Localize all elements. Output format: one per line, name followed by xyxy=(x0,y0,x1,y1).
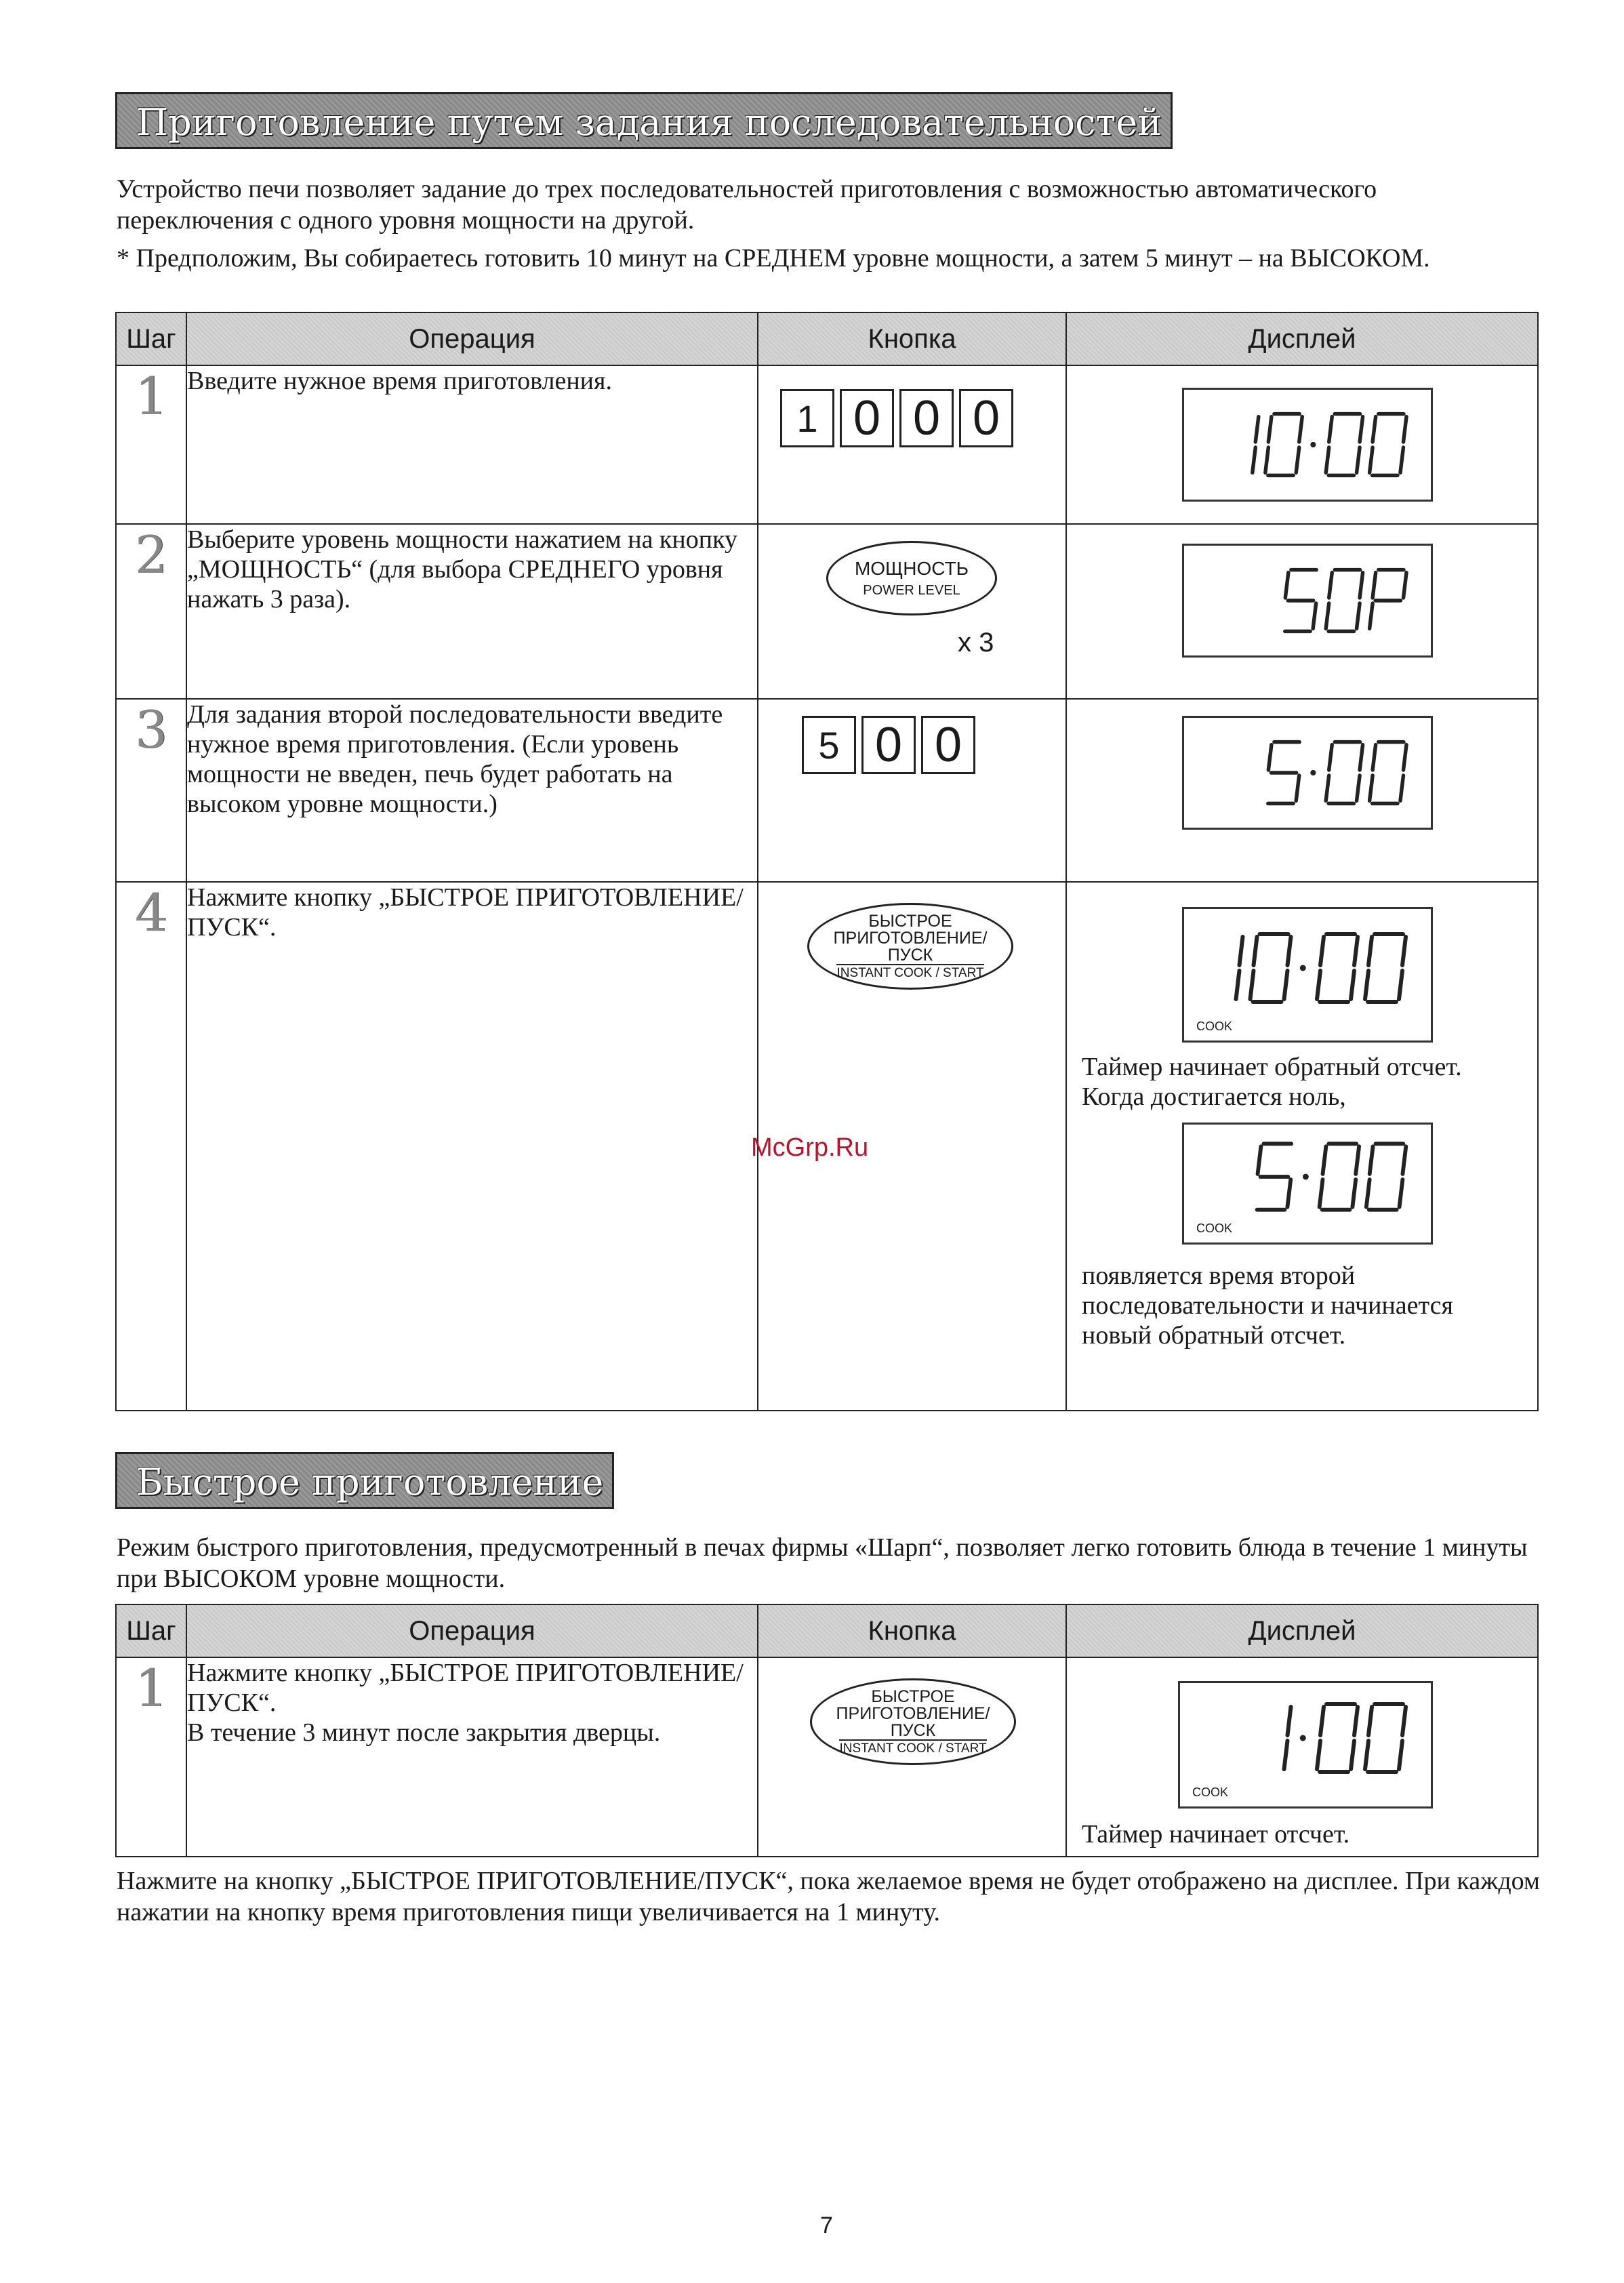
watermark: McGrp.Ru xyxy=(751,1133,869,1162)
lcd-segment xyxy=(1370,1146,1373,1174)
instant-cook-start-button[interactable] xyxy=(810,1678,1016,1765)
step-number: 3 xyxy=(116,699,186,882)
lcd-segment xyxy=(1254,937,1257,965)
lcd-display xyxy=(1182,1123,1433,1245)
lcd-segment xyxy=(1253,447,1256,472)
header-step: Шаг xyxy=(116,312,186,365)
lcd-segment xyxy=(1326,447,1329,472)
lcd-segment xyxy=(1326,775,1329,801)
step-number: 2 xyxy=(116,524,186,699)
lcd-segment xyxy=(1403,573,1406,598)
lcd-segment xyxy=(1366,1179,1370,1207)
display-cell xyxy=(1066,882,1538,1411)
lcd-segment xyxy=(1265,447,1269,472)
lcd-segment xyxy=(1329,417,1333,442)
lcd-segment xyxy=(1403,417,1406,442)
digit-key[interactable]: 0 xyxy=(959,389,1013,447)
lcd-segment xyxy=(1313,603,1316,628)
header-step: Шаг xyxy=(116,1604,186,1657)
digit-key[interactable]: 5 xyxy=(802,716,856,774)
header-display: Дисплей xyxy=(1066,312,1538,365)
table-row xyxy=(116,524,1538,699)
lcd-segment xyxy=(1400,775,1404,801)
lcd-segment xyxy=(1351,1741,1354,1769)
button-cell xyxy=(758,365,1066,524)
power-level-label: МОЩНОСТЬ xyxy=(854,558,969,579)
lcd-display xyxy=(1182,716,1433,830)
lcd-segment xyxy=(1268,417,1272,442)
cook-indicator: COOK xyxy=(1196,1019,1233,1033)
lcd-segment xyxy=(1373,745,1376,770)
lcd-segment xyxy=(1360,573,1363,598)
digit-key[interactable]: 0 xyxy=(921,716,975,774)
lcd-segment xyxy=(1251,971,1254,999)
section-title-sequences: Приготовление путем задания последовательностей xyxy=(115,92,1173,149)
lcd-segment xyxy=(1399,1741,1402,1769)
instant-cook-start-button[interactable] xyxy=(807,903,1013,990)
lcd-segment xyxy=(1402,937,1406,965)
header-operation: Операция xyxy=(186,1604,758,1657)
header-button: Кнопка xyxy=(758,1604,1066,1657)
cook-indicator: COOK xyxy=(1192,1785,1229,1799)
lcd-segment xyxy=(1365,971,1368,999)
header-operation: Операция xyxy=(186,312,758,365)
lcd-segment xyxy=(1326,603,1329,628)
operation-text: Введите нужное время приготовления. xyxy=(186,365,758,524)
operation-line: Нажмите кнопку „БЫСТРОЕ ПРИГОТОВЛЕНИЕ/ПУСК“. xyxy=(187,1659,744,1717)
lcd-segment xyxy=(1360,745,1363,770)
display-cell xyxy=(1066,524,1538,699)
second-sequence-note: появляется время второй последовательности и начинается новый обратный отсчет. xyxy=(1082,1261,1453,1350)
lcd-digits xyxy=(1184,718,1431,828)
section1-note: * Предположим, Вы собираетесь готовить 10 минут на СРЕДНЕМ уровне мощности, а затем 5 минут – на ВЫСОКОМ. xyxy=(117,244,1430,272)
lcd-segment xyxy=(1399,971,1402,999)
sequence-table xyxy=(115,312,1539,1411)
button-label-line: БЫСТРОЕ xyxy=(871,1687,955,1706)
table-row xyxy=(116,699,1538,882)
lcd-segment xyxy=(1329,745,1333,770)
lcd-segment xyxy=(1268,745,1272,770)
operation-line: В течение 3 минут после закрытия дверцы. xyxy=(187,1718,661,1747)
lcd-segment xyxy=(1296,447,1299,472)
lcd-segment xyxy=(1368,937,1372,965)
lcd-segment xyxy=(1240,937,1243,965)
lcd-segment xyxy=(1320,1707,1324,1735)
button-label-line: ПРИГОТОВЛЕНИЕ/ xyxy=(836,1704,990,1723)
lcd-segment xyxy=(1360,417,1363,442)
lcd-segment xyxy=(1403,745,1406,770)
table-header xyxy=(116,312,1538,365)
lcd-digits xyxy=(1184,390,1431,500)
lcd-segment xyxy=(1317,971,1320,999)
power-level-sublabel: POWER LEVEL xyxy=(863,583,960,598)
lcd-segment xyxy=(1365,1741,1368,1769)
lcd-segment xyxy=(1323,1146,1326,1174)
operation-text xyxy=(186,1657,758,1857)
operation-text: Выберите уровень мощности нажатием на кнопку „МОЩНОСТЬ“ (для выбора СРЕДНЕГО уровня нажать 3 раза). xyxy=(186,524,758,699)
lcd-segment xyxy=(1351,971,1354,999)
lcd-segment xyxy=(1288,1707,1291,1735)
step-number: 1 xyxy=(116,1657,186,1857)
operation-text: Нажмите кнопку „БЫСТРОЕ ПРИГОТОВЛЕНИЕ/ПУСК“. xyxy=(186,882,758,1411)
lcd-segment xyxy=(1255,417,1259,442)
header-display: Дисплей xyxy=(1066,1604,1538,1657)
button-label-line: INSTANT COOK / START xyxy=(836,964,983,979)
display-cell xyxy=(1066,365,1538,524)
display-cell xyxy=(1066,1657,1538,1857)
cook-indicator: COOK xyxy=(1196,1221,1233,1235)
digit-key[interactable]: 0 xyxy=(899,389,954,447)
lcd-segment xyxy=(1236,971,1240,999)
lcd-segment xyxy=(1299,417,1303,442)
lcd-segment xyxy=(1373,417,1376,442)
lcd-segment xyxy=(1284,971,1288,999)
step-number: 1 xyxy=(116,365,186,524)
button-label-line: ПУСК xyxy=(890,1721,936,1740)
lcd-segment xyxy=(1370,775,1373,801)
button-label-line: ПРИГОТОВЛЕНИЕ/ xyxy=(833,929,988,948)
section2-footer: Нажмите на кнопку „БЫСТРОЕ ПРИГОТОВЛЕНИЕ/ПУСК“, пока желаемое время не будет отображено на дисплее. При каждом нажатии на кнопку время приготовления пищи увеличивается на 1 минуту. xyxy=(117,1867,1540,1926)
button-cell xyxy=(758,524,1066,699)
lcd-segment xyxy=(1354,937,1358,965)
button-label-line: БЫСТРОЕ xyxy=(868,912,952,931)
button-label-line: ПУСК xyxy=(887,946,933,965)
table-row xyxy=(116,1657,1538,1857)
lcd-display xyxy=(1178,1681,1433,1809)
button-cell xyxy=(758,699,1066,882)
lcd-segment xyxy=(1370,603,1373,628)
lcd-segment xyxy=(1400,1179,1403,1207)
header-button: Кнопка xyxy=(758,312,1066,365)
instant-cook-table xyxy=(115,1604,1539,1857)
lcd-segment xyxy=(1320,1179,1323,1207)
page-number: 7 xyxy=(820,2213,833,2238)
lcd-segment xyxy=(1400,447,1404,472)
lcd-display xyxy=(1182,544,1433,658)
lcd-segment xyxy=(1352,1179,1356,1207)
lcd-colon-dot xyxy=(1300,1735,1306,1741)
lcd-segment xyxy=(1296,775,1299,801)
countdown-note: Таймер начинает обратный отсчет. Когда достигается ноль, xyxy=(1082,1053,1462,1111)
digit-key[interactable]: 0 xyxy=(861,716,916,774)
lcd-segment xyxy=(1329,573,1333,598)
digit-key[interactable]: 1 xyxy=(780,389,834,447)
lcd-segment xyxy=(1287,1179,1291,1207)
press-count: x 3 xyxy=(958,628,994,658)
table-row xyxy=(116,365,1538,524)
lcd-display xyxy=(1182,907,1433,1043)
lcd-segment xyxy=(1354,1707,1358,1735)
lcd-segment xyxy=(1356,1146,1359,1174)
lcd-segment xyxy=(1373,573,1376,598)
lcd-segment xyxy=(1357,447,1360,472)
lcd-segment xyxy=(1357,603,1360,628)
lcd-segment xyxy=(1258,1146,1261,1174)
lcd-colon-dot xyxy=(1303,1174,1309,1180)
lcd-segment xyxy=(1402,1146,1406,1174)
section-title-instant-cook: Быстрое приготовление xyxy=(115,1452,614,1509)
power-level-button[interactable] xyxy=(826,541,997,615)
lcd-digits xyxy=(1184,546,1431,655)
lcd-segment xyxy=(1284,1741,1288,1769)
button-cell xyxy=(758,1657,1066,1857)
lcd-segment xyxy=(1317,1741,1320,1769)
timer-note: Таймер начинает отсчет. xyxy=(1082,1820,1350,1848)
lcd-segment xyxy=(1285,573,1288,598)
section2-intro: Режим быстрого приготовления, предусмотренный в печах фирмы «Шарп“, позволяет легко готовить блюда в течение 1 минуты при ВЫСОКОМ уровне мощности. xyxy=(117,1533,1528,1593)
operation-text: Для задания второй последовательности введите нужное время приготовления. (Если уровень мощности не введен, печь будет работать на высоком уровне мощности.) xyxy=(186,699,758,882)
table-header xyxy=(116,1604,1538,1657)
section1-intro: Устройство печи позволяет задание до трех последовательностей приготовления с возможностью автоматического переключения с одного уровня мощности на другой. xyxy=(117,175,1377,235)
button-label-line: INSTANT COOK / START xyxy=(839,1739,986,1755)
digit-key[interactable]: 0 xyxy=(840,389,894,447)
lcd-colon-dot xyxy=(1300,965,1306,971)
lcd-segment xyxy=(1288,937,1291,965)
lcd-colon-dot xyxy=(1310,442,1316,447)
lcd-colon-dot xyxy=(1310,770,1316,775)
display-cell xyxy=(1066,699,1538,882)
lcd-segment xyxy=(1368,1707,1372,1735)
lcd-segment xyxy=(1320,937,1324,965)
lcd-segment xyxy=(1370,447,1373,472)
lcd-display xyxy=(1182,388,1433,502)
step-number: 4 xyxy=(116,882,186,1411)
lcd-segment xyxy=(1402,1707,1406,1735)
lcd-segment xyxy=(1357,775,1360,801)
